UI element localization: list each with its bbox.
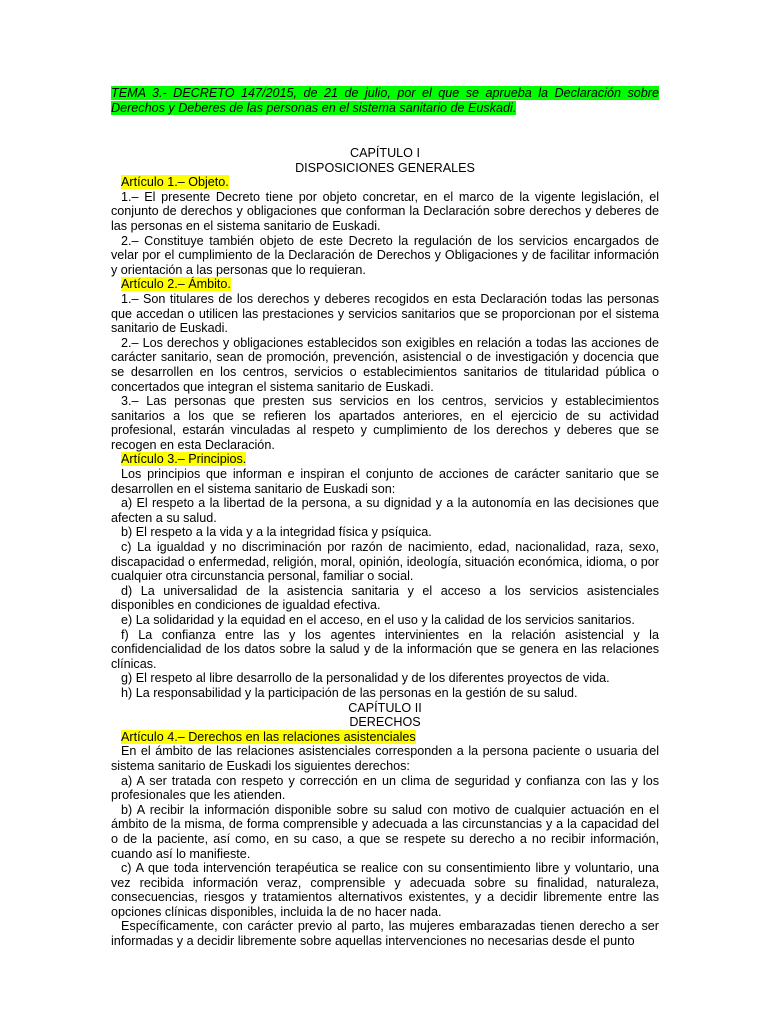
paragraph: 1.– El presente Decreto tiene por objeto concretar, en el marco de la vigente legislación, el conjunto de derechos y obligaciones que conforman la Declaración sobre derechos y deberes de las personas en el sistema sanitario de Euskadi. (111, 189, 659, 233)
list-item: c) La igualdad y no discriminación por razón de nacimiento, edad, nacionalidad, raza, sexo, discapacidad o enfermedad, religión, moral, opinión, ideología, situación económica, idioma, o por cualquier otra circunstancia personal, familiar o social. (111, 540, 659, 584)
chapter-heading: CAPÍTULO I (350, 146, 420, 160)
paragraph: 1.– Son titulares de los derechos y deberes recogidos en esta Declaración todas las personas que accedan o utilicen las prestaciones y servicios sanitarios que se proporcionan por el sistema sanitario de Euskadi. (111, 291, 659, 336)
paragraph: Los principios que informan e inspiran el conjunto de acciones de carácter sanitario que se desarrollen en el sistema sanitario de Euskadi son: (111, 467, 659, 496)
article-heading (111, 277, 659, 292)
article-title: Artículo 2.– Ámbito. (121, 277, 231, 292)
list-item: g) El respeto al libre desarrollo de la personalidad y de los diferentes proyectos de vida. (121, 671, 610, 686)
paragraph: 2.– Los derechos y obligaciones establecidos son exigibles en relación a todas las acciones de carácter sanitario, sean de promoción, prevención, asistencial o de investigación y docencia que se desarrollen en los centros, servicios o establecimientos sanitarios de titularidad pública o concertados que integran el sistema sanitario de Euskadi. (111, 335, 659, 394)
article-title: Artículo 3.– Principios. (121, 452, 247, 467)
chapter-heading: CAPÍTULO II (348, 700, 422, 715)
document-body (111, 146, 659, 949)
article-title: Artículo 4.– Derechos en las relaciones asistenciales (121, 729, 416, 744)
list-item: a) A ser tratada con respeto y corrección en un clima de seguridad y confianza con las y los profesionales que les atienden. (111, 773, 659, 803)
list-item: a) El respeto a la libertad de la persona, a su dignidad y a la autonomía en las decisiones que afecten a su salud. (111, 496, 659, 525)
document-title (111, 86, 659, 116)
list-item: c) A que toda intervención terapéutica se realice con su consentimiento libre y voluntario, una vez recibida información veraz, comprensible y adecuada sobre su finalidad, naturaleza, consecuencias, riesgos y tratamientos alternativos existentes, y a decidir libremente entre las opciones clínicas disponibles, incluida la de no hacer nada. (111, 861, 659, 919)
paragraph: En el ámbito de las relaciones asistenciales corresponden a la persona paciente o usuaria del sistema sanitario de Euskadi los siguientes derechos: (111, 744, 659, 773)
article-heading (111, 175, 659, 190)
article-heading (111, 730, 659, 745)
list-item: f) La confianza entre las y los agentes intervinientes en la relación asistencial y la confidencialidad de los datos sobre la salud y de la información que se genera en las relaciones clínicas. (111, 627, 659, 671)
list-item: d) La universalidad de la asistencia sanitaria y el acceso a los servicios asistenciales disponibles en condiciones de igualdad efectiva. (111, 583, 659, 613)
list-item: b) El respeto a la vida y a la integridad física y psíquica. (121, 525, 432, 540)
list-item: e) La solidaridad y la equidad en el acceso, en el uso y la calidad de los servicios sanitarios. (121, 613, 635, 627)
paragraph: Específicamente, con carácter previo al parto, las mujeres embarazadas tienen derecho a ser informadas y a decidir libremente sobre aquellas intervenciones no necesarias desde el punto (111, 919, 659, 949)
list-item: h) La responsabilidad y la participación de las personas en la gestión de su salud. (121, 685, 578, 700)
title-highlight: TEMA 3.- DECRETO 147/2015, de 21 de julio, por el que se aprueba la Declaración sobre Derechos y Deberes de las personas en el sistema sanitario de Euskadi. (111, 86, 659, 115)
paragraph: 3.– Las personas que presten sus servicios en los centros, servicios y establecimientos sanitarios a los que se refieren los apartados anteriores, en el ejercicio de su actividad profesional, estarán vinculadas al respeto y cumplimiento de los derechos y deberes que se recogen en esta Declaración. (111, 394, 659, 452)
chapter-subtitle: DERECHOS (349, 715, 421, 730)
paragraph: 2.– Constituye también objeto de este Decreto la regulación de los servicios encargados de velar por el cumplimiento de la Declaración de Derechos y Obligaciones y de facilitar información y orientación a las personas que lo requieran. (111, 233, 659, 277)
chapter-subtitle: DISPOSICIONES GENERALES (295, 160, 475, 175)
article-title: Artículo 1.– Objeto. (121, 175, 229, 190)
list-item: b) A recibir la información disponible sobre su salud con motivo de cualquier actuación en el ámbito de la misma, de forma comprensible y adecuada a las circunstancias y a la capacidad del o de la paciente, así como, en su caso, a que se respete su derecho a no recibir información, cuando así lo manifieste. (111, 802, 659, 861)
article-heading (111, 452, 659, 467)
